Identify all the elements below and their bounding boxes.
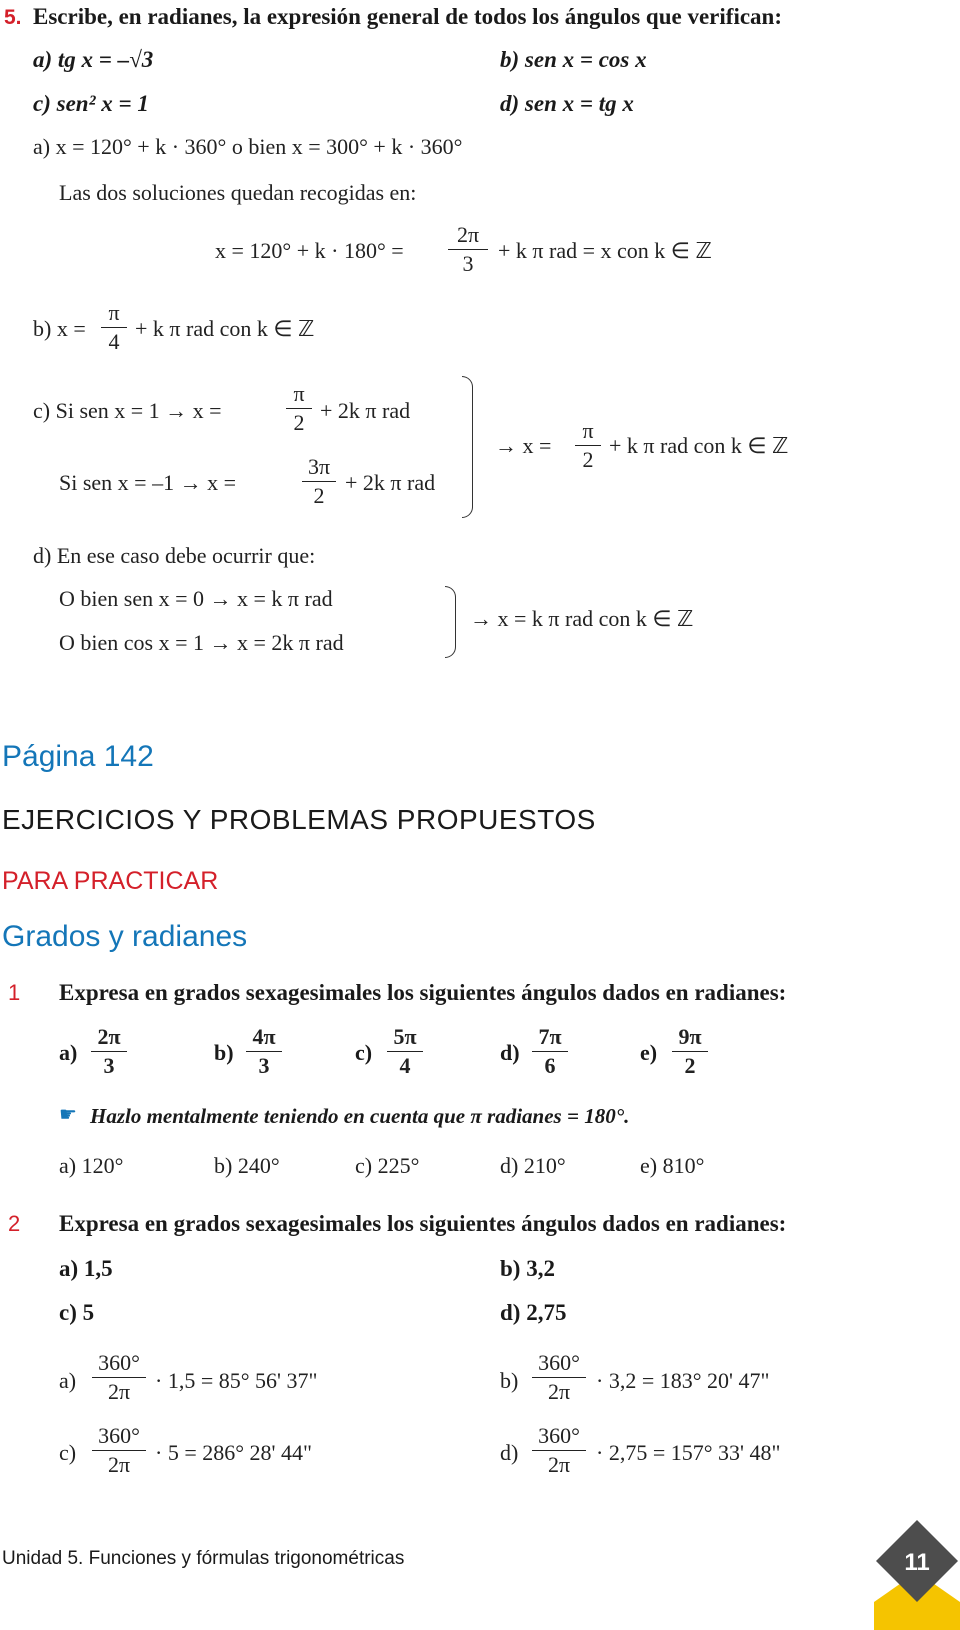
exercise-1-item-fraction	[672, 1024, 708, 1079]
exercise-1-item-label: b)	[214, 1040, 234, 1065]
fraction-denominator: 6	[544, 1053, 556, 1078]
fraction-numerator: 9π	[678, 1024, 702, 1049]
solution-c-result-right: + k π rad con k ∈ ℤ	[609, 433, 789, 458]
exercise-1-item-fraction	[532, 1024, 568, 1079]
solution-d-intro: d) En ese caso debe ocurrir que:	[33, 543, 316, 568]
solution-c-line-2-left: Si sen x = –1 → x =	[59, 470, 236, 495]
solution-a-line-2: Las dos soluciones quedan recogidas en:	[59, 180, 417, 205]
fraction-numerator: 4π	[252, 1024, 276, 1049]
exercise-5-item-b: b) sen x = cos x	[500, 47, 647, 72]
page-number-badge	[874, 1520, 960, 1630]
exercise-1-answer-d: d) 210°	[500, 1153, 566, 1178]
exercise-1-item-fraction	[387, 1024, 423, 1079]
exercise-2-item-b: b) 3,2	[500, 1256, 555, 1281]
exercise-2-solution-c-label: c)	[59, 1440, 77, 1465]
exercise-2-item-c: c) 5	[59, 1300, 95, 1325]
fraction-numerator: 7π	[538, 1024, 562, 1049]
solution-c-line-1-right: + 2k π rad	[320, 398, 411, 423]
pointing-hand-icon: ☛	[59, 1104, 77, 1126]
fraction-3pi-over-2: 3π 2	[302, 454, 336, 509]
brace-c	[462, 376, 473, 518]
exercise-1-hint: Hazlo mentalmente teniendo en cuenta que π radianes = 180°.	[90, 1104, 630, 1128]
exercise-5-number: 5.	[4, 6, 22, 29]
fraction-pi-over-4: π 4	[101, 300, 127, 355]
exercise-1-item-fraction	[91, 1024, 127, 1079]
fraction-numerator: 2π	[97, 1024, 121, 1049]
solution-c-line-1-left: c) Si sen x = 1 → x =	[33, 398, 222, 423]
fraction-360-over-2pi-d: 360° 2π	[532, 1423, 586, 1478]
exercise-1-item-label: d)	[500, 1040, 520, 1065]
exercise-2-solution-a: · 1,5 = 85° 56' 37"	[155, 1368, 318, 1393]
exercise-1-item-label: a)	[59, 1040, 78, 1065]
fraction-360-over-2pi-b: 360° 2π	[532, 1350, 586, 1405]
solution-c-result-left: → x =	[495, 433, 552, 458]
solution-d-line-2: O bien cos x = 1 → x = 2k π rad	[59, 630, 344, 655]
exercise-1-item-label: e)	[640, 1040, 658, 1065]
exercise-1-answer-a: a) 120°	[59, 1153, 124, 1178]
solution-a-line-3-left: x = 120° + k · 180° =	[215, 238, 404, 263]
exercise-5-item-a: a) tg x = –√3	[33, 47, 154, 72]
solution-a-line-1: a) x = 120° + k · 360° o bien x = 300° + k · 360°	[33, 134, 463, 159]
exercise-2-solution-d: · 2,75 = 157° 33' 48"	[596, 1440, 781, 1465]
footer-unit-title: Unidad 5. Funciones y fórmulas trigonométricas	[2, 1548, 405, 1569]
fraction-numerator: 5π	[393, 1024, 417, 1049]
exercise-2-solution-c: · 5 = 286° 28' 44"	[155, 1440, 312, 1465]
exercise-2-solution-b-label: b)	[500, 1368, 519, 1393]
exercise-1-answer-c: c) 225°	[355, 1153, 420, 1178]
exercise-1-item-label: c)	[355, 1040, 373, 1065]
solution-a-line-3-right: + k π rad = x con k ∈ ℤ	[498, 238, 712, 263]
exercise-5-item-d: d) sen x = tg x	[500, 91, 634, 116]
fraction-pi-over-2: π 2	[286, 381, 312, 436]
exercise-2-item-d: d) 2,75	[500, 1300, 567, 1325]
fraction-360-over-2pi-a: 360° 2π	[92, 1350, 146, 1405]
solution-b-right: + k π rad con k ∈ ℤ	[135, 316, 315, 341]
exercise-1-item-fraction	[246, 1024, 282, 1079]
exercise-2-solution-d-label: d)	[500, 1440, 519, 1465]
exercise-5-item-c: c) sen² x = 1	[33, 91, 149, 116]
exercise-2-title: Expresa en grados sexagesimales los siguientes ángulos dados en radianes:	[59, 1211, 787, 1236]
section-title: EJERCICIOS Y PROBLEMAS PROPUESTOS	[2, 804, 596, 835]
solution-d-result: → x = k π rad con k ∈ ℤ	[470, 606, 694, 631]
exercise-2-number: 2	[8, 1211, 21, 1236]
exercise-2-solution-a-label: a)	[59, 1368, 77, 1393]
exercise-2-item-a: a) 1,5	[59, 1256, 113, 1281]
solution-b-left: b) x =	[33, 316, 86, 341]
exercise-1-answer-b: b) 240°	[214, 1153, 280, 1178]
subsection-title: PARA PRACTICAR	[2, 867, 219, 895]
fraction-2pi-over-3: 2π 3	[448, 222, 488, 277]
fraction-denominator: 4	[399, 1053, 411, 1078]
fraction-denominator: 3	[103, 1053, 115, 1078]
exercise-2-solution-b: · 3,2 = 183° 20' 47"	[596, 1368, 770, 1393]
topic-title: Grados y radianes	[2, 920, 248, 953]
solution-d-line-1: O bien sen x = 0 → x = k π rad	[59, 586, 333, 611]
exercise-1-number: 1	[8, 980, 21, 1005]
brace-d	[445, 586, 456, 658]
exercise-1-title: Expresa en grados sexagesimales los siguientes ángulos dados en radianes:	[59, 980, 787, 1005]
page-number: 11	[904, 1549, 930, 1576]
fraction-360-over-2pi-c: 360° 2π	[92, 1423, 146, 1478]
solution-c-line-2-right: + 2k π rad	[345, 470, 436, 495]
fraction-denominator: 2	[684, 1053, 696, 1078]
fraction-denominator: 3	[258, 1053, 270, 1078]
exercise-5-title: Escribe, en radianes, la expresión general de todos los ángulos que verifican:	[33, 4, 782, 29]
page-label: Página 142	[2, 740, 154, 773]
fraction-pi-over-2-result: π 2	[575, 418, 601, 473]
exercise-1-answer-e: e) 810°	[640, 1153, 705, 1178]
